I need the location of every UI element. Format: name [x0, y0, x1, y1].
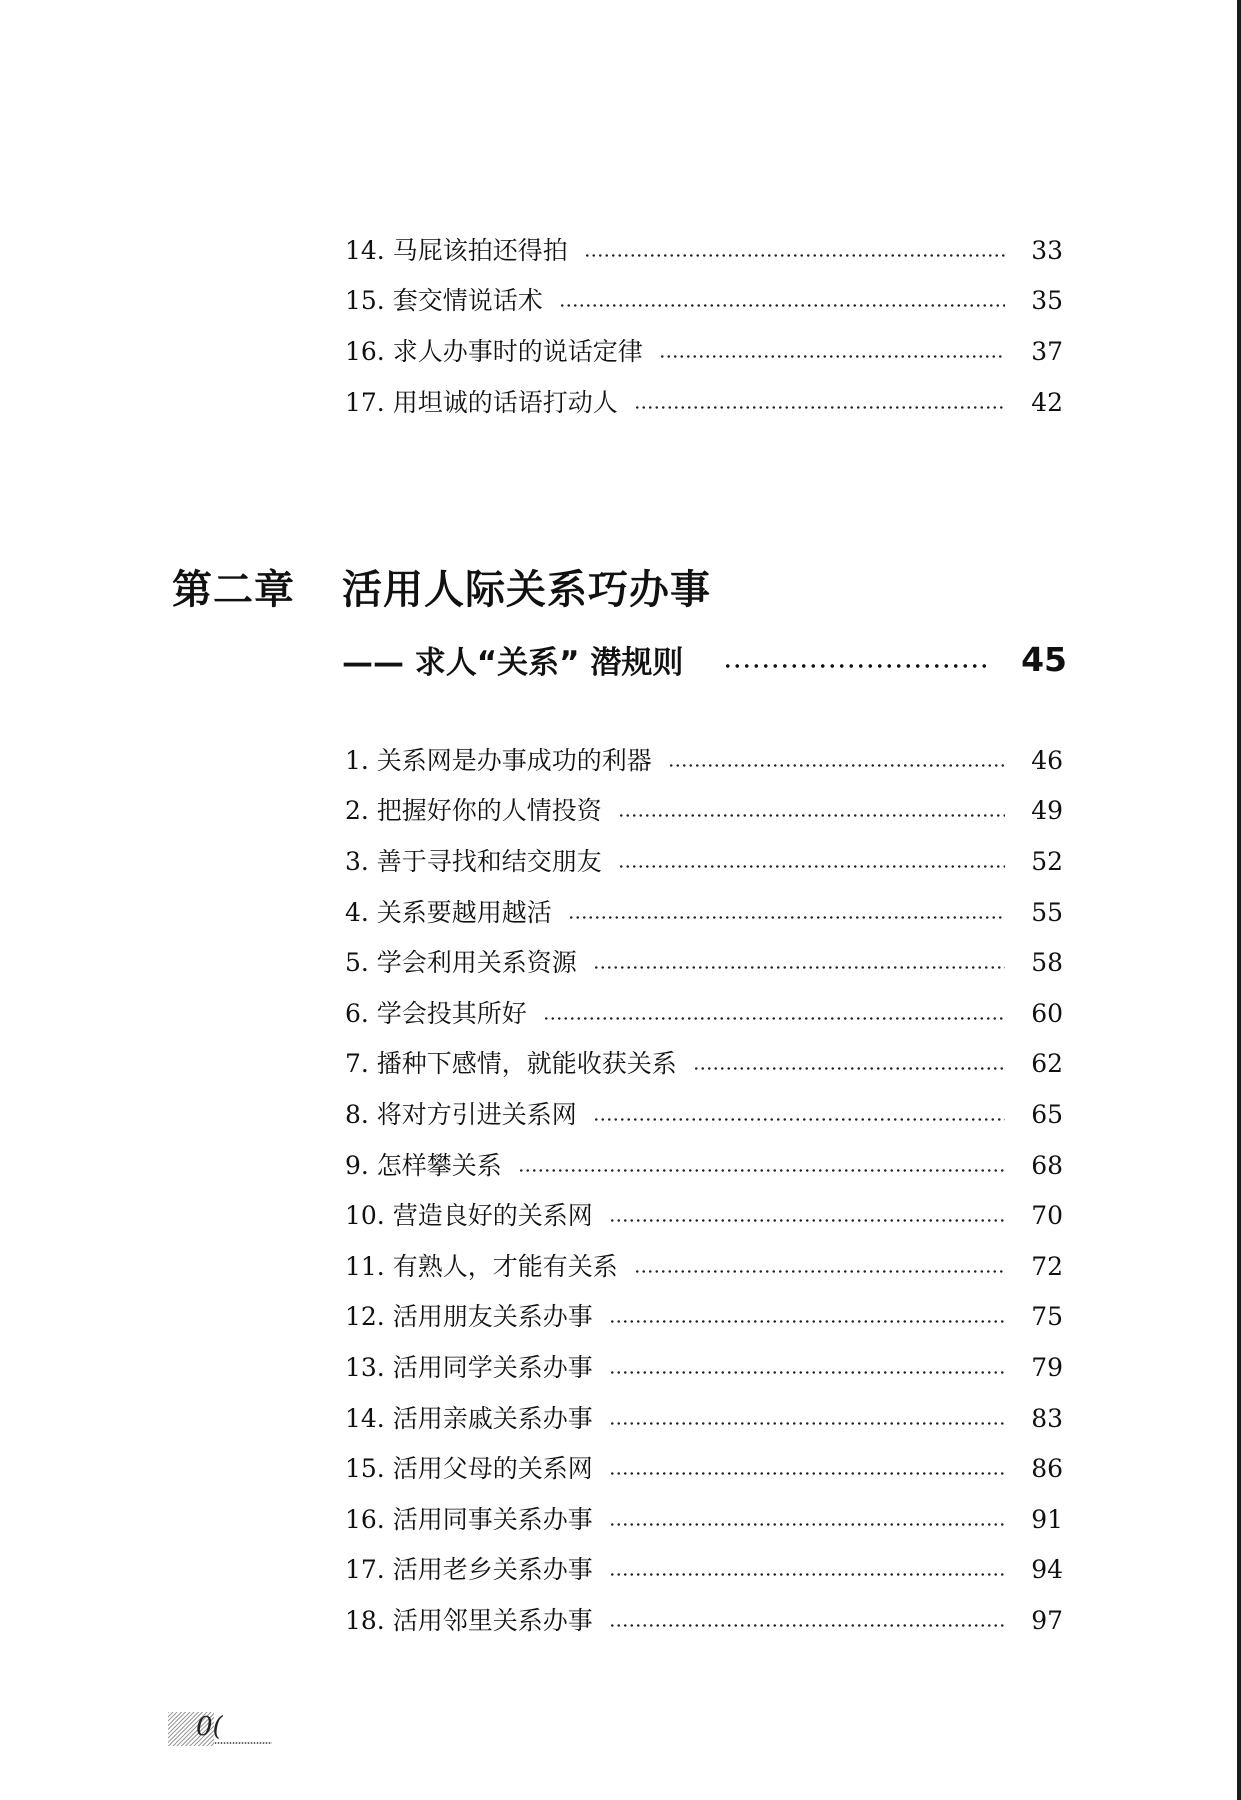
page-edge-shadow — [1237, 0, 1241, 1800]
dot-leader — [618, 865, 1005, 868]
toc-entry-title: 7. 播种下感情，就能收获关系 — [345, 1049, 677, 1079]
chapter-subtitle-line — [342, 637, 1067, 682]
toc-entry[interactable] — [345, 1292, 1063, 1343]
dot-leader — [609, 1422, 1005, 1425]
toc-entry-page: 70 — [1031, 1201, 1063, 1231]
dot-leader — [723, 664, 991, 668]
toc-entry[interactable] — [345, 1190, 1063, 1241]
toc-entry-title: 4. 关系要越用越活 — [345, 897, 552, 927]
toc-entry-title: 6. 学会投其所好 — [345, 998, 527, 1028]
toc-entry-page: 65 — [1031, 1099, 1063, 1129]
toc-entry[interactable] — [345, 1089, 1063, 1140]
toc-entry-title: 2. 把握好你的人情投资 — [345, 796, 602, 826]
chapter-title: 活用人际关系巧办事 — [342, 566, 711, 613]
toc-entry[interactable] — [345, 786, 1063, 837]
folio-number: 0( — [196, 1712, 223, 1742]
toc-entry-page: 72 — [1031, 1251, 1063, 1281]
dot-leader — [618, 814, 1005, 817]
toc-entry[interactable] — [345, 1443, 1063, 1494]
dot-leader — [609, 1371, 1005, 1374]
toc-entry-page: 55 — [1031, 897, 1063, 927]
dot-leader — [634, 406, 1005, 409]
dot-leader — [593, 966, 1005, 969]
toc-entry-page: 97 — [1031, 1605, 1063, 1635]
toc-entry-title: 12. 活用朋友关系办事 — [345, 1302, 593, 1332]
toc-entry[interactable] — [345, 937, 1063, 988]
chapter-heading[interactable] — [172, 558, 1067, 682]
toc-entry[interactable] — [345, 836, 1063, 887]
dot-leader — [609, 1523, 1005, 1526]
toc-entry-title: 14. 马屁该拍还得拍 — [345, 235, 568, 265]
dot-leader — [559, 304, 1005, 307]
chapter-page: 45 — [1021, 640, 1067, 679]
dot-leader — [693, 1067, 1005, 1070]
toc-entry-title: 9. 怎样攀关系 — [345, 1150, 502, 1180]
chapter-subtitle: —— 求人“关系” 潜规则 — [342, 645, 684, 681]
toc-entry-page: 58 — [1031, 948, 1063, 978]
dot-leader — [659, 355, 1005, 358]
chapter-title-line — [172, 558, 1067, 615]
toc-entry-page: 60 — [1031, 998, 1063, 1028]
dot-leader — [593, 1118, 1005, 1121]
toc-entry-page: 35 — [1031, 286, 1063, 316]
dot-leader — [518, 1169, 1005, 1172]
toc-entry-title: 5. 学会利用关系资源 — [345, 948, 577, 978]
chapter-number: 第二章 — [172, 566, 295, 613]
dot-leader — [584, 254, 1005, 257]
toc-entry-page: 94 — [1031, 1555, 1063, 1585]
toc-entry-page: 75 — [1031, 1302, 1063, 1332]
toc-entry[interactable] — [345, 1039, 1063, 1090]
toc-entry-page: 83 — [1031, 1403, 1063, 1433]
toc-entry[interactable] — [345, 735, 1063, 786]
toc-entry-page: 33 — [1031, 235, 1063, 265]
toc-entry[interactable] — [345, 988, 1063, 1039]
toc-entry-page: 37 — [1031, 336, 1063, 366]
toc-entry[interactable] — [345, 377, 1063, 428]
toc-entry-page: 52 — [1031, 846, 1063, 876]
toc-entry-title: 11. 有熟人，才能有关系 — [345, 1251, 618, 1281]
toc-entry-page: 91 — [1031, 1504, 1063, 1534]
dot-leader — [609, 1219, 1005, 1222]
dot-leader — [668, 764, 1005, 767]
toc-entry-title: 17. 活用老乡关系办事 — [345, 1555, 593, 1585]
toc-entry-title: 3. 善于寻找和结交朋友 — [345, 846, 602, 876]
toc-entry-title: 15. 活用父母的关系网 — [345, 1454, 593, 1484]
toc-entry[interactable] — [345, 1545, 1063, 1596]
page-folio — [168, 1712, 272, 1746]
folio-rule — [214, 1742, 272, 1744]
dot-leader — [543, 1017, 1005, 1020]
toc-entry-title: 10. 营造良好的关系网 — [345, 1201, 593, 1231]
toc-entry-title: 18. 活用邻里关系办事 — [345, 1605, 593, 1635]
toc-entry-page: 68 — [1031, 1150, 1063, 1180]
toc-entry[interactable] — [345, 1595, 1063, 1646]
toc-list-chapter-2 — [345, 735, 1063, 1646]
dot-leader — [609, 1624, 1005, 1627]
toc-entry-page: 86 — [1031, 1454, 1063, 1484]
toc-entry-title: 1. 关系网是办事成功的利器 — [345, 745, 652, 775]
toc-entry-title: 15. 套交情说话术 — [345, 286, 543, 316]
dot-leader — [568, 916, 1005, 919]
toc-entry-page: 49 — [1031, 796, 1063, 826]
toc-entry[interactable] — [345, 1241, 1063, 1292]
toc-entry[interactable] — [345, 887, 1063, 938]
toc-entry-title: 16. 求人办事时的说话定律 — [345, 336, 643, 366]
toc-entry[interactable] — [345, 1140, 1063, 1191]
toc-entry-title: 14. 活用亲戚关系办事 — [345, 1403, 593, 1433]
dot-leader — [609, 1320, 1005, 1323]
toc-list-previous-chapter — [345, 225, 1063, 427]
toc-entry[interactable] — [345, 1494, 1063, 1545]
dot-leader — [609, 1573, 1005, 1576]
toc-entry-page: 62 — [1031, 1049, 1063, 1079]
toc-entry[interactable] — [345, 276, 1063, 327]
toc-entry-title: 16. 活用同事关系办事 — [345, 1504, 593, 1534]
toc-entry-page: 42 — [1031, 387, 1063, 417]
toc-entry[interactable] — [345, 1342, 1063, 1393]
dot-leader — [609, 1472, 1005, 1475]
toc-entry-page: 79 — [1031, 1352, 1063, 1382]
toc-entry-title: 17. 用坦诚的话语打动人 — [345, 387, 618, 417]
toc-entry[interactable] — [345, 326, 1063, 377]
toc-entry-page: 46 — [1031, 745, 1063, 775]
toc-entry[interactable] — [345, 225, 1063, 276]
dot-leader — [634, 1270, 1005, 1273]
toc-entry[interactable] — [345, 1393, 1063, 1444]
toc-entry-title: 13. 活用同学关系办事 — [345, 1352, 593, 1382]
toc-entry-title: 8. 将对方引进关系网 — [345, 1099, 577, 1129]
